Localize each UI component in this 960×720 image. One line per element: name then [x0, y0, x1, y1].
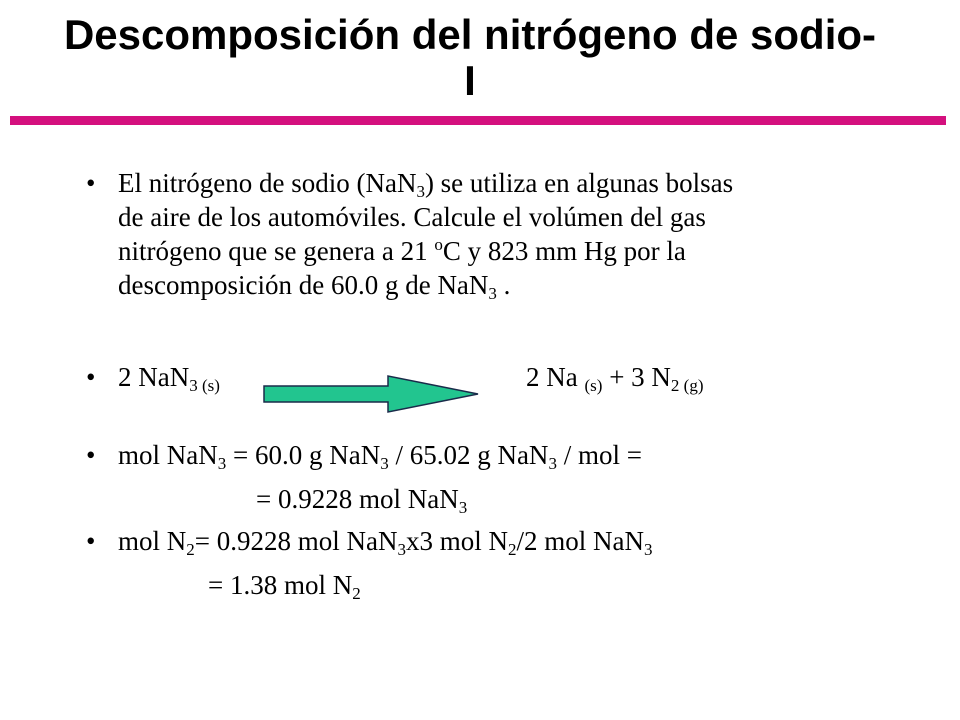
text: de aire de los automóviles. Calcule el volúmen del gas — [118, 202, 706, 232]
subscript: 3 — [416, 182, 425, 201]
text: + 3 N — [602, 362, 671, 392]
intro-line-3 — [118, 236, 686, 267]
subscript: 3 — [380, 454, 389, 473]
title-divider — [10, 116, 946, 125]
text: El nitrógeno de sodio (NaN — [118, 168, 417, 198]
subscript: 2 — [352, 584, 361, 603]
calc-moles-n2 — [118, 526, 653, 557]
text: = 1.38 mol N — [208, 570, 353, 600]
text: nitrógeno que se genera a 21 — [118, 236, 435, 266]
text: descomposición de 60.0 g de NaN — [118, 270, 489, 300]
superscript: o — [434, 235, 443, 254]
intro-line-1 — [118, 168, 733, 199]
text: mol N — [118, 526, 187, 556]
subscript: 2 — [186, 540, 195, 559]
subscript: (s) — [584, 376, 603, 395]
subscript: 3 — [458, 498, 468, 517]
subscript: 2 (g) — [670, 376, 704, 395]
bullet-marker: • — [86, 440, 96, 470]
text: x3 mol N — [405, 526, 508, 556]
text: / mol = — [556, 440, 642, 470]
subscript: 3 — [488, 284, 497, 303]
text: mol NaN — [118, 440, 218, 470]
intro-line-4 — [118, 270, 510, 301]
text: = 0.9228 mol NaN — [194, 526, 398, 556]
subscript: 3 — [548, 454, 557, 473]
bullet-marker: • — [86, 168, 96, 198]
bullet-marker: • — [86, 362, 96, 392]
text: = 0.9228 mol NaN — [256, 484, 459, 514]
text: ) se utiliza en algunas bolsas — [424, 168, 734, 198]
text: /2 mol NaN — [516, 526, 644, 556]
text: / 65.02 g NaN — [388, 440, 549, 470]
text: = 60.0 g NaN — [226, 440, 381, 470]
calc-moles-nan3-result — [256, 484, 467, 515]
text: 2 NaN — [118, 362, 190, 392]
subscript: 3 — [397, 540, 406, 559]
reaction-arrow-icon — [262, 374, 480, 414]
intro-line-2 — [118, 202, 706, 233]
subscript: 3 (s) — [189, 376, 220, 395]
subscript: 2 — [508, 540, 517, 559]
subscript: 3 — [217, 454, 227, 473]
text: C y 823 mm Hg por la — [442, 236, 686, 266]
calc-moles-n2-result — [208, 570, 361, 601]
slide-title: Descomposición del nitrógeno de sodio- I — [63, 11, 877, 104]
text: . — [496, 270, 511, 300]
calc-moles-nan3 — [118, 440, 642, 471]
subscript: 3 — [644, 540, 653, 559]
text: 2 Na — [526, 362, 585, 392]
reaction-products — [526, 362, 704, 393]
bullet-marker: • — [86, 526, 96, 556]
reaction-reactant — [118, 362, 220, 393]
